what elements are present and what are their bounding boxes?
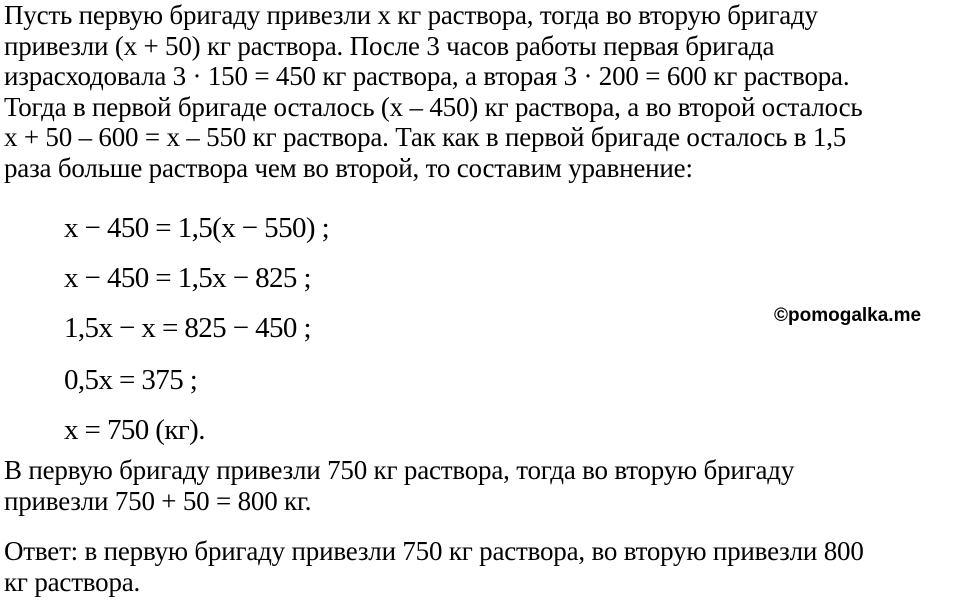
answer-line-1: Ответ: в первую бригаду привезли 750 кг раствора, во вторую привезли 800	[4, 536, 864, 566]
intro-line-5: x + 50 – 600 = x – 550 кг раствора. Так как в первой бригаде осталось в 1,5	[4, 122, 847, 152]
conclusion-paragraph	[4, 455, 794, 516]
answer-paragraph	[4, 536, 864, 597]
intro-line-6: раза больше раствора чем во второй, то составим уравнение:	[4, 152, 693, 183]
intro-line-3: израсходовала 3 · 150 = 450 кг раствора, а вторая 3 · 200 = 600 кг раствора.	[4, 61, 850, 91]
intro-line-1: Пусть первую бригаду привезли x кг раствора, тогда во вторую бригаду	[4, 0, 818, 30]
conclusion-line-1: В первую бригаду привезли 750 кг раствора, тогда во вторую бригаду	[4, 455, 795, 485]
intro-line-4: Тогда в первой бригаде осталось (x – 450) кг раствора, а во второй осталось	[4, 91, 863, 122]
equation-4: 0,5x = 375 ;	[64, 364, 198, 396]
equation-5: x = 750 (кг).	[64, 414, 205, 446]
intro-line-2: привезли (x + 50) кг раствора. После 3 часов работы первая бригада	[4, 30, 775, 61]
answer-line-2: кг раствора.	[4, 566, 141, 597]
intro-paragraph	[4, 0, 862, 183]
equation-1: x − 450 = 1,5(x − 550) ;	[64, 212, 330, 244]
equation-3: 1,5x − x = 825 − 450 ;	[64, 312, 311, 344]
conclusion-line-2: привезли 750 + 50 = 800 кг.	[4, 485, 312, 516]
equation-2: x − 450 = 1,5x − 825 ;	[64, 262, 311, 294]
watermark: ©pomogalka.me	[774, 305, 922, 326]
